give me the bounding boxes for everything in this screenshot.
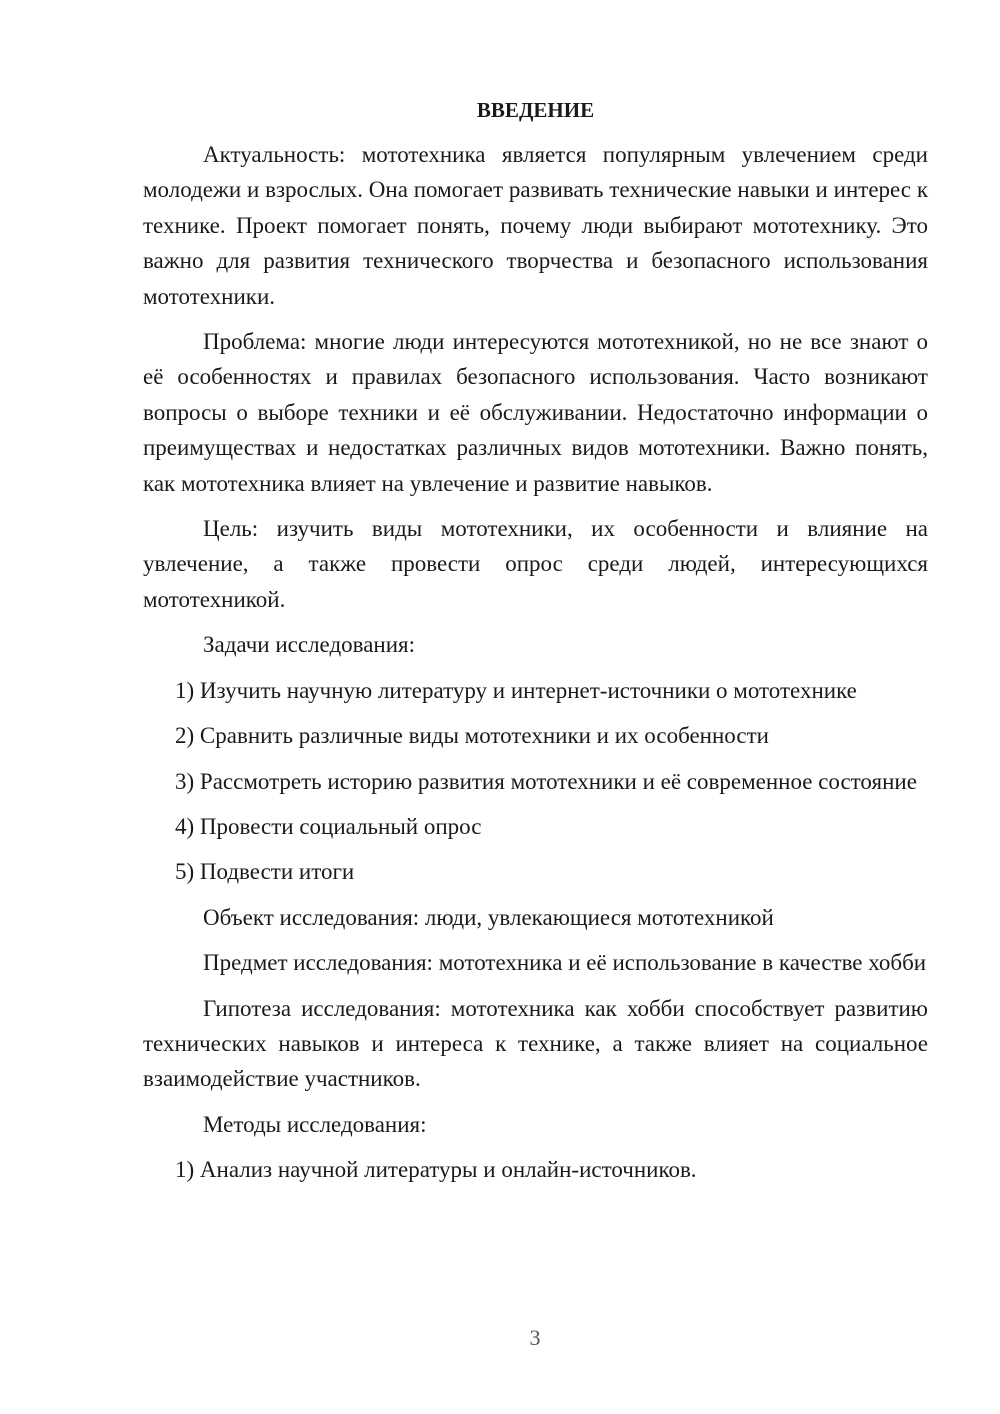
- page-number: 3: [529, 1325, 541, 1350]
- tasks-heading: Задачи исследования:: [203, 632, 416, 658]
- task-item: 1) Изучить научную литературу и интернет-источники о мототехнике: [175, 677, 857, 703]
- page-title: ВВЕДЕНИЕ: [476, 98, 595, 122]
- method-item: 1) Анализ научной литературы и онлайн-источников.: [175, 1157, 697, 1183]
- relevance-paragraph: Актуальность: мототехника является популярным увлечением среди молодежи и взрослых. Она помогает развивать технические навыки и интерес к технике. Проект помогает понять, почему люди выбирают мототехнику. Это важно для развития технического творчества и безопасного использования мототехники.: [143, 142, 928, 309]
- task-item: 3) Рассмотреть историю развития мототехники и её современное состояние: [175, 768, 917, 794]
- hypothesis-paragraph: Гипотеза исследования: мототехника как хобби способствует развитию технических навыков и интереса к технике, а также влияет на социальное взаимодействие участников.: [143, 995, 928, 1092]
- task-item: 2) Сравнить различные виды мототехники и их особенности: [175, 723, 769, 749]
- task-item: 5) Подвести итоги: [175, 859, 355, 885]
- document-page: [143, 96, 928, 1198]
- subject-paragraph: Предмет исследования: мототехника и её использование в качестве хобби: [203, 950, 927, 976]
- task-item: 4) Провести социальный опрос: [175, 813, 482, 839]
- goal-paragraph: Цель: изучить виды мототехники, их особенности и влияние на увлечение, а также провести опрос среди людей, интересующихся мототехникой.: [143, 516, 928, 612]
- problem-paragraph: Проблема: многие люди интересуются мототехникой, но не все знают о её особенностях и правилах безопасного использования. Часто возникают вопросы о выборе техники и её обслуживании. Недостаточно информации о преимуществах и недостатках различных видов мототехники. Важно понять, как мототехника влияет на увлечение и развитие навыков.: [143, 329, 928, 496]
- methods-heading: Методы исследования:: [203, 1111, 427, 1137]
- object-paragraph: Объект исследования: люди, увлекающиеся мототехникой: [203, 904, 774, 930]
